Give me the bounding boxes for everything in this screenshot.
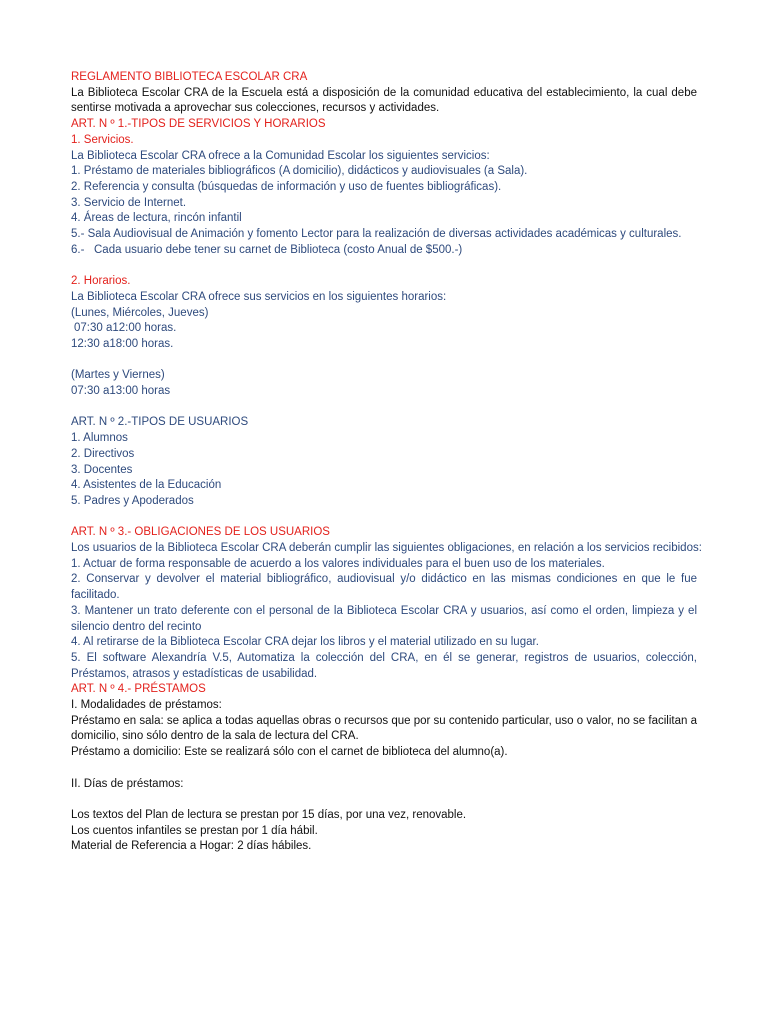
usuarios-item-1: 1. Alumnos [71,432,128,445]
document-page [71,70,702,855]
spacer [71,792,697,808]
art4-heading: ART. N º 4.- PRÉSTAMOS [71,683,206,696]
obligaciones-item-5: 5. El software Alexandría V.5, Automatiza la colección del CRA, en él se generar, registros de usuarios, colección, Préstamos, atrasos y estadísticas de usabilidad. [71,651,697,680]
document-title: REGLAMENTO BIBLIOTECA ESCOLAR CRA [71,71,308,83]
spacer [71,761,697,777]
horarios-group1-days: (Lunes, Miércoles, Jueves) [71,306,209,319]
obligaciones-item-4: 4. Al retirarse de la Biblioteca Escolar CRA dejar los libros y el material utilizado en su lugar. [71,636,539,649]
servicios-item-5: 5.- Sala Audiovisual de Animación y fomento Lector para la realización de diversas actividades académicas y culturales. [71,228,682,241]
obligaciones-item-3: 3. Mantener un trato deferente con el personal de la Biblioteca Escolar CRA y usuarios, así como el orden, limpieza y el silencio dentro del recinto [71,604,697,633]
servicios-item-1: 1. Préstamo de materiales bibliográficos (A domicilio), didácticos y audiovisuales (a Sala). [71,165,528,178]
spacer [71,510,697,526]
usuarios-item-2: 2. Directivos [71,447,135,460]
dias-item-1: Los textos del Plan de lectura se prestan por 15 días, por una vez, renovable. [71,808,467,821]
art3-heading: ART. N º 3.- OBLIGACIONES DE LOS USUARIOS [71,526,330,539]
usuarios-item-4: 4. Asistentes de la Educación [71,479,222,492]
dias-item-2: Los cuentos infantiles se prestan por 1 día hábil. [71,824,318,837]
horarios-group2-days: (Martes y Viernes) [71,369,165,382]
prestamo-domicilio: Préstamo a domicilio: Este se realizará sólo con el carnet de biblioteca del alumno(a). [71,746,508,759]
spacer [71,353,697,369]
intro-paragraph: La Biblioteca Escolar CRA de la Escuela está a disposición de la comunidad educativa del establecimiento, la cual debe sentirse motivada a aprovechar sus colecciones, recursos y actividades. [71,86,697,115]
horarios-group1-slot2: 12:30 a18:00 horas. [71,337,174,350]
modalidades-heading: I. Modalidades de préstamos: [71,699,222,712]
servicios-item-2: 2. Referencia y consulta (búsquedas de información y uso de fuentes bibliográficas). [71,180,502,193]
horarios-group2-slot1: 07:30 a13:00 horas [71,385,171,398]
spacer [71,400,697,416]
servicios-heading: 1. Servicios. [71,133,134,146]
prestamo-sala: Préstamo en sala: se aplica a todas aquellas obras o recursos que por su contenido particular, uso o valor, no se facilitan a domicilio, sino sólo dentro de la sala de lectura del CRA. [71,714,697,743]
usuarios-item-5: 5. Padres y Apoderados [71,494,194,507]
horarios-heading: 2. Horarios. [71,275,131,288]
horarios-intro: La Biblioteca Escolar CRA ofrece sus servicios en los siguientes horarios: [71,290,447,303]
obligaciones-item-1: 1. Actuar de forma responsable de acuerdo a los valores individuales para el buen uso de los materiales. [71,557,605,570]
art1-heading: ART. N º 1.-TIPOS DE SERVICIOS Y HORARIOS [71,118,326,131]
obligaciones-item-2: 2. Conservar y devolver el material bibliográfico, audiovisual y/o didáctico en las mismas condiciones en que le fue facilitado. [71,573,697,602]
horarios-group1-slot1: 07:30 a12:00 horas. [74,322,177,335]
spacer [71,258,697,274]
obligaciones-intro: Los usuarios de la Biblioteca Escolar CRA deberán cumplir las siguientes obligaciones, en relación a los servicios recibidos: [71,542,702,555]
dias-heading: II. Días de préstamos: [71,777,184,790]
art2-heading: ART. N º 2.-TIPOS DE USUARIOS [71,416,249,429]
usuarios-item-3: 3. Docentes [71,463,133,476]
servicios-item-6: 6.- Cada usuario debe tener su carnet de Biblioteca (costo Anual de $500.-) [71,243,463,256]
servicios-item-4: 4. Áreas de lectura, rincón infantil [71,212,242,225]
servicios-intro: La Biblioteca Escolar CRA ofrece a la Comunidad Escolar los siguientes servicios: [71,149,490,162]
dias-item-3: Material de Referencia a Hogar: 2 días hábiles. [71,840,312,853]
servicios-item-3: 3. Servicio de Internet. [71,196,187,209]
